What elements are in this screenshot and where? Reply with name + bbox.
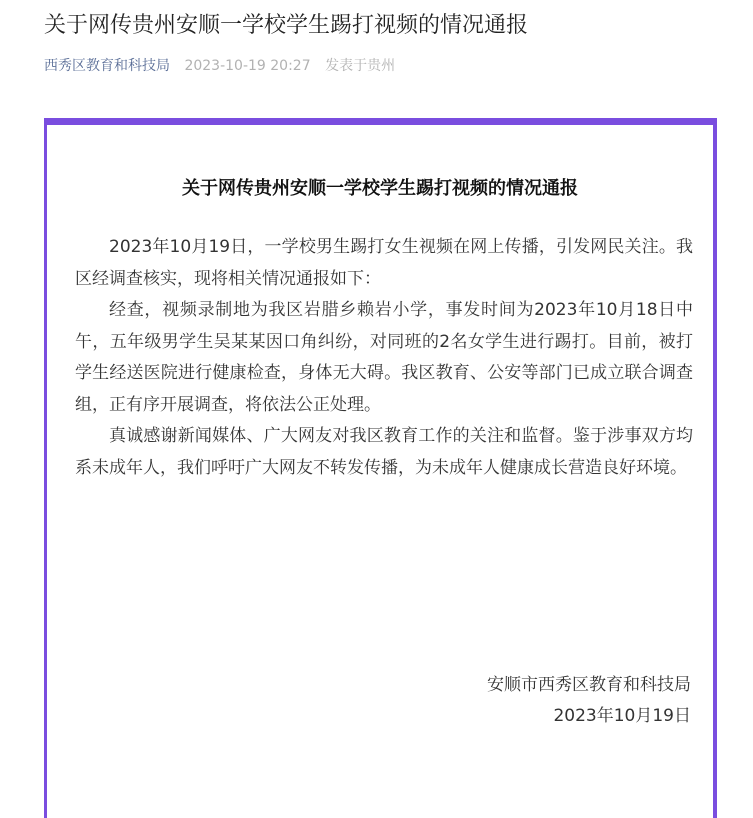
- notice-signature: [487, 670, 691, 732]
- notice-title: 关于网传贵州安顺一学校学生踢打视频的情况通报: [182, 178, 578, 199]
- publish-location: 发表于贵州: [325, 58, 396, 74]
- article-meta: [44, 56, 395, 76]
- notice-body: [75, 232, 693, 484]
- signature-date: 2023年10月19日: [553, 706, 691, 726]
- source-account-link[interactable]: 西秀区教育和科技局: [44, 58, 170, 74]
- notice-paragraph: 真诚感谢新闻媒体、广大网友对我区教育工作的关注和监督。鉴于涉事双方均系未成年人，我们呼吁广大网友不转发传播，为未成年人健康成长营造良好环境。: [75, 426, 693, 478]
- notice-paragraph: 经查，视频录制地为我区岩腊乡赖岩小学，事发时间为2023年10月18日中午，五年级男学生吴某某因口角纠纷，对同班的2名女学生进行踢打。目前，被打学生经送医院进行健康检查，身体无大碍。我区教育、公安等部门已成立联合调查组，正有序开展调查，将依法公正处理。: [75, 300, 693, 415]
- publish-time: 2023-10-19 20:27: [184, 58, 311, 74]
- notice-paragraph: 2023年10月19日，一学校男生踢打女生视频在网上传播，引发网民关注。我区经调查核实，现将相关情况通报如下：: [75, 237, 693, 289]
- notice-image: [44, 118, 717, 818]
- signature-org: 安顺市西秀区教育和科技局: [487, 675, 691, 695]
- article-headline: 关于网传贵州安顺一学校学生踢打视频的情况通报: [44, 13, 529, 38]
